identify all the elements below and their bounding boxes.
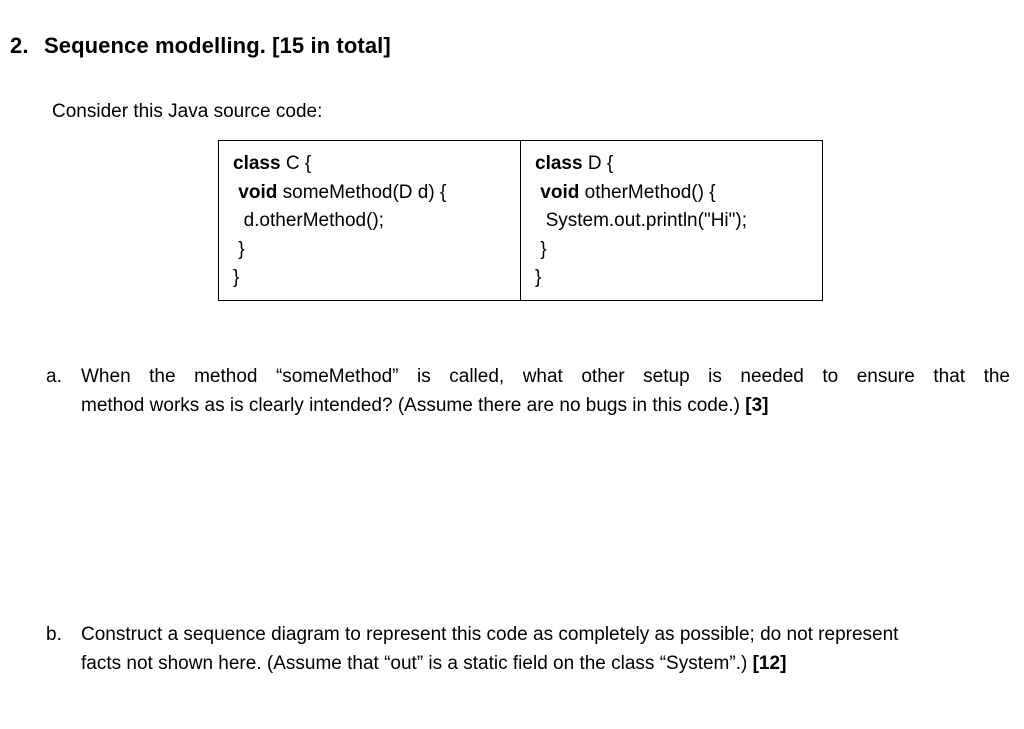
question-a-text xyxy=(81,362,1010,420)
code-keyword: void xyxy=(238,181,278,203)
question-b-line-1: Construct a sequence diagram to represent this code as completely as possible; do not represent xyxy=(81,624,899,645)
question-a-word: is xyxy=(417,366,431,387)
question-a-word: what xyxy=(522,366,563,387)
question-a-word: the xyxy=(149,366,176,387)
class_d-code-line xyxy=(535,236,822,265)
code-text: D { xyxy=(582,153,614,174)
question-a-word: the xyxy=(983,366,1010,387)
question-a-marks: [3] xyxy=(745,395,769,416)
question-a-word: other xyxy=(581,366,625,387)
class_d-code-line xyxy=(535,207,822,236)
class_d-code-line xyxy=(535,264,822,293)
question-b-marker: b. xyxy=(46,624,62,645)
code-text: C { xyxy=(280,153,312,174)
question-a-word: that xyxy=(933,366,966,387)
question-title: Sequence modelling. [15 in total] xyxy=(44,33,391,58)
class_c-code-line xyxy=(233,179,520,208)
code-keyword: void xyxy=(540,181,580,203)
question-a-word: called, xyxy=(449,366,505,387)
class_d-code-line xyxy=(535,179,822,208)
code-text: } xyxy=(238,238,245,260)
question-b-text xyxy=(81,620,898,678)
question-a-word: setup xyxy=(643,366,690,387)
question-a-line-2 xyxy=(81,391,1010,420)
question-a-word: needed xyxy=(740,366,804,387)
question-a-word: When xyxy=(81,366,131,387)
class_c-code-line xyxy=(233,207,520,236)
code-keyword: class xyxy=(233,153,281,174)
class-c-code-cell xyxy=(219,141,520,300)
code-table xyxy=(218,140,823,301)
question-a-word: method xyxy=(194,366,258,387)
class_c-code-line xyxy=(233,236,520,265)
question-a-marker: a. xyxy=(46,366,62,387)
question-number: 2. xyxy=(10,33,29,58)
question-heading xyxy=(10,33,391,59)
code-text: } xyxy=(233,267,240,288)
code-text: someMethod(D d) { xyxy=(277,181,447,203)
code-text: System.out.println("Hi"); xyxy=(545,210,747,231)
class-d-code-cell xyxy=(520,141,822,300)
question-a-word: is xyxy=(708,366,722,387)
question-b-marks: [12] xyxy=(752,653,787,674)
class_c-code-line xyxy=(233,150,520,179)
class_c-code-line xyxy=(233,264,520,293)
code-text: } xyxy=(535,267,542,288)
question-a-line-1 xyxy=(81,362,1010,391)
question-a-line-2-text: method works as is clearly intended? (Assume there are no bugs in this code.) xyxy=(81,395,746,416)
question-a-word: to xyxy=(822,366,839,387)
question-b-line-2 xyxy=(81,649,898,678)
question-a-word: “someMethod” xyxy=(275,366,399,387)
code-text: d.otherMethod(); xyxy=(243,210,385,231)
code-text: otherMethod() { xyxy=(579,181,716,203)
intro-text: Consider this Java source code: xyxy=(52,101,323,122)
question-b-line-2-text: facts not shown here. (Assume that “out” is a static field on the class “System”.) xyxy=(81,653,753,674)
question-a-word: ensure xyxy=(856,366,915,387)
class_d-code-line xyxy=(535,150,822,179)
code-text: } xyxy=(540,238,547,260)
code-keyword: class xyxy=(535,153,583,174)
